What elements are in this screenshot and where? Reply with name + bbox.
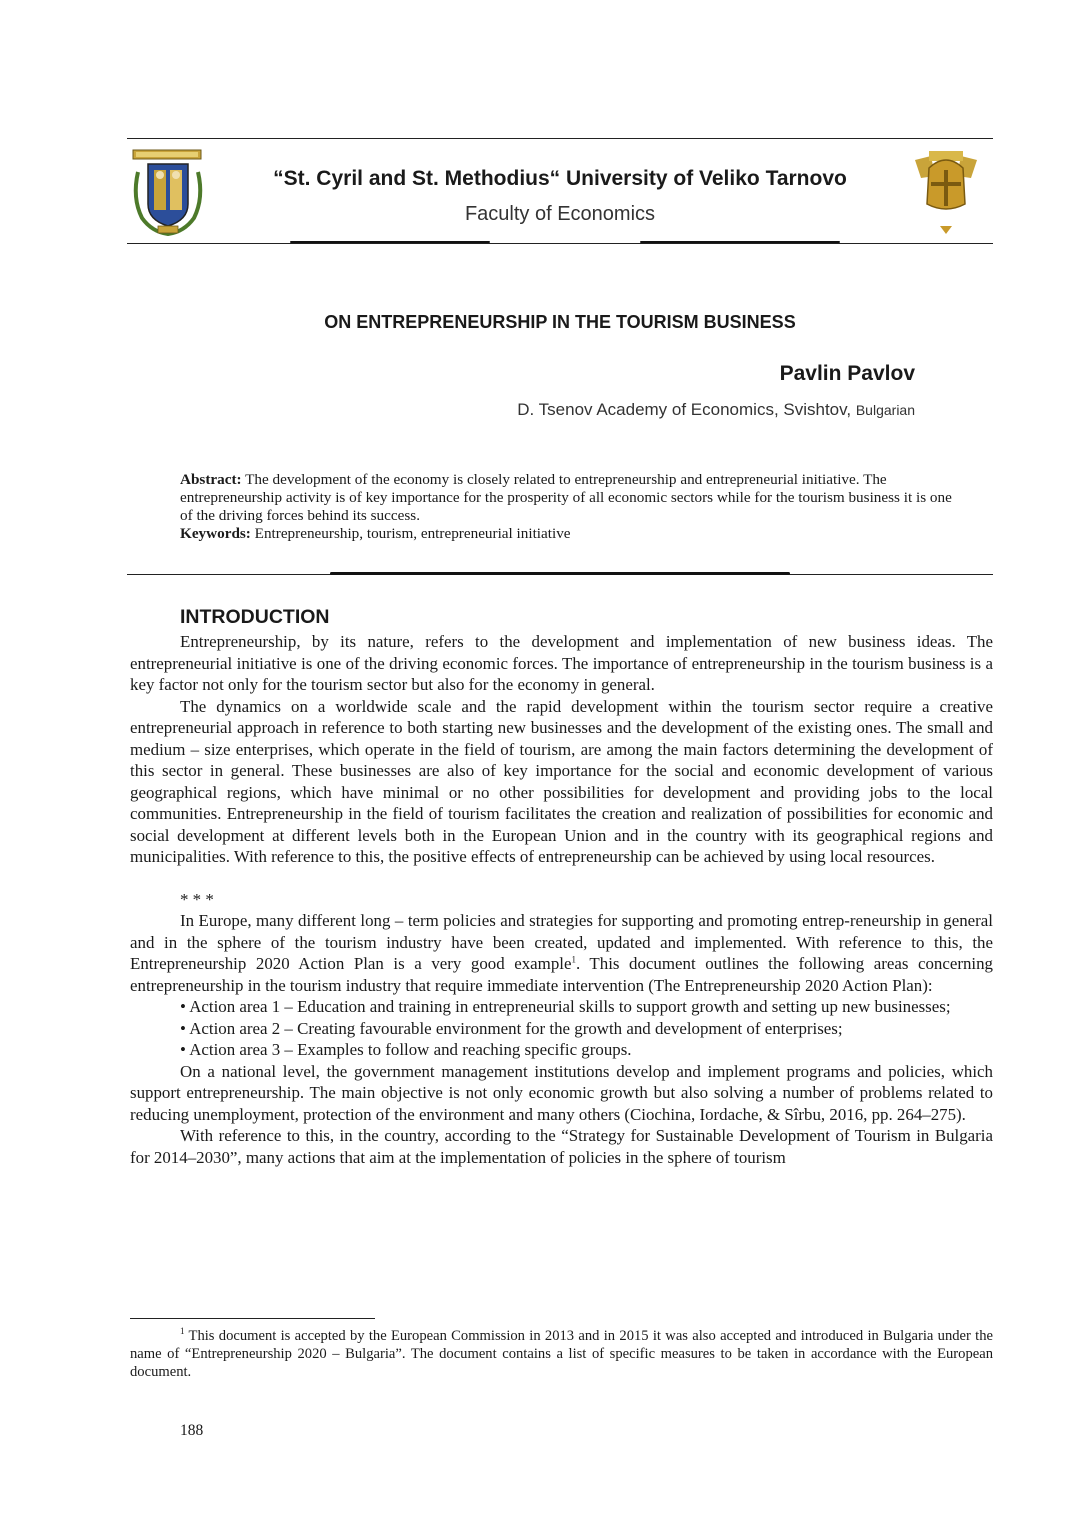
affiliation-country: Bulgarian: [855, 402, 915, 418]
keywords-line: [180, 525, 960, 543]
university-name: “St. Cyril and St. Methodius“ University of Veliko Tarnovo: [273, 167, 847, 190]
bullet-action-area-1: • Action area 1 – Education and training in entrepreneurial skills to support growth and setting up new businesses;: [180, 997, 951, 1016]
author-name: Pavlin Pavlov: [779, 362, 915, 385]
header-accent-bar-right: [640, 241, 840, 243]
header-accent-bar-left: [290, 241, 490, 243]
bullet-action-area-3: • Action area 3 – Examples to follow and reaching specific groups.: [180, 1040, 632, 1059]
page-number: 188: [180, 1422, 204, 1439]
abstract-divider-accent: [330, 572, 790, 575]
keywords-label: Keywords:: [180, 525, 251, 542]
abstract-label: Abstract:: [180, 471, 242, 488]
footnote: [130, 1327, 993, 1381]
paragraph-3: [130, 910, 993, 996]
paragraph-2: The dynamics on a worldwide scale and the rapid development within the tourism sector require a creative entrepreneurial approach in reference to both starting new businesses and the development of the existing ones. The small and medium – size enterprises, which operate in the field of tourism, are among the main factors determining the development of this sector in general. These businesses are also of key importance for the social and economic development of various geographical regions, which have minimal or no other possibilities for development and providing jobs to the local communities. Entrepreneurship in the field of tourism facilitates the creation and realization of possibilities for economic and social development at different levels both in the European Union and in the country with its geographical regions and municipalities. With reference to this, the positive effects of entrepreneurship can be achieved by using local resources.: [130, 696, 993, 866]
header-top-rule: [127, 138, 993, 139]
author-affiliation: [517, 400, 915, 420]
body-text: [130, 631, 993, 1168]
faculty-name: Faculty of Economics: [464, 203, 656, 225]
faculty-emblem-logo: [911, 148, 981, 238]
paragraph-3-part-a: In Europe, many different long – term policies and strategies for supporting and promoting entrep-reneurship in general and in the sphere of the tourism industry have been created, updated and implemented. With reference to this, the Entrepreneurship 2020 Action Plan is a very good example: [130, 911, 993, 973]
header-bottom-rule: [127, 243, 993, 244]
abstract-body: The development of the economy is closely related to entrepreneurship and entrepreneurial initiative. The entrepreneurship activity is of key importance for the prosperity of all economic sectors while for the tourism business it is one of the driving forces behind its success.: [180, 471, 952, 524]
paragraph-4: On a national level, the government management institutions develop and implement programs and policies, which support entrepreneurship. The main objective is not only economic growth but also solving a number of problems related to reducing unemployment, protection of the environment and many others (Ciochina, Iordache, & Sîrbu, 2016, pp. 264–275).: [130, 1061, 993, 1124]
abstract-text: [180, 471, 960, 525]
university-crest-logo: [128, 148, 208, 238]
keywords-body: Entrepreneurship, tourism, entrepreneurial initiative: [250, 525, 571, 542]
bullet-action-area-2: • Action area 2 – Creating favourable environment for the growth and development of enterprises;: [180, 1018, 843, 1038]
footnote-rule: [130, 1318, 375, 1319]
section-separator-stars: * * *: [180, 889, 214, 909]
footnote-body: This document is accepted by the European Commission in 2013 and in 2015 it was also accepted and introduced in Bulgaria under the name of “Entrepreneurship 2020 – Bulgaria”. The document contains a list of specific measures to be taken in accordance with the European document.: [130, 1328, 993, 1380]
footnote-reference: 1: [571, 954, 576, 965]
paragraph-5: With reference to this, in the country, according to the “Strategy for Sustainable Development of Tourism in Bulgaria for 2014–2030”, many actions that aim at the implementation of policies in the sphere of tourism: [130, 1126, 993, 1167]
affiliation-institution: D. Tsenov Academy of Economics, Svishtov,: [517, 400, 852, 419]
paragraph-1: Entrepreneurship, by its nature, refers to the development and implementation of new business ideas. The entrepreneurial initiative is one of the driving economic forces. The importance of entrepreneurship in the tourism business is a key factor not only for the tourism sector but also for the economy in general.: [130, 632, 993, 694]
abstract-block: [180, 471, 960, 543]
footnote-text: [130, 1327, 993, 1381]
paper-title: ON ENTREPRENEURSHIP IN THE TOURISM BUSINESS: [324, 312, 796, 332]
paragraph-3-part-b: . This document outlines the following areas concerning entrepreneurship in the tourism industry that require immediate intervention (The Entrepreneurship 2020 Action Plan):: [130, 954, 993, 995]
section-heading-introduction: INTRODUCTION: [180, 606, 330, 628]
footnote-mark: 1: [180, 1326, 185, 1337]
